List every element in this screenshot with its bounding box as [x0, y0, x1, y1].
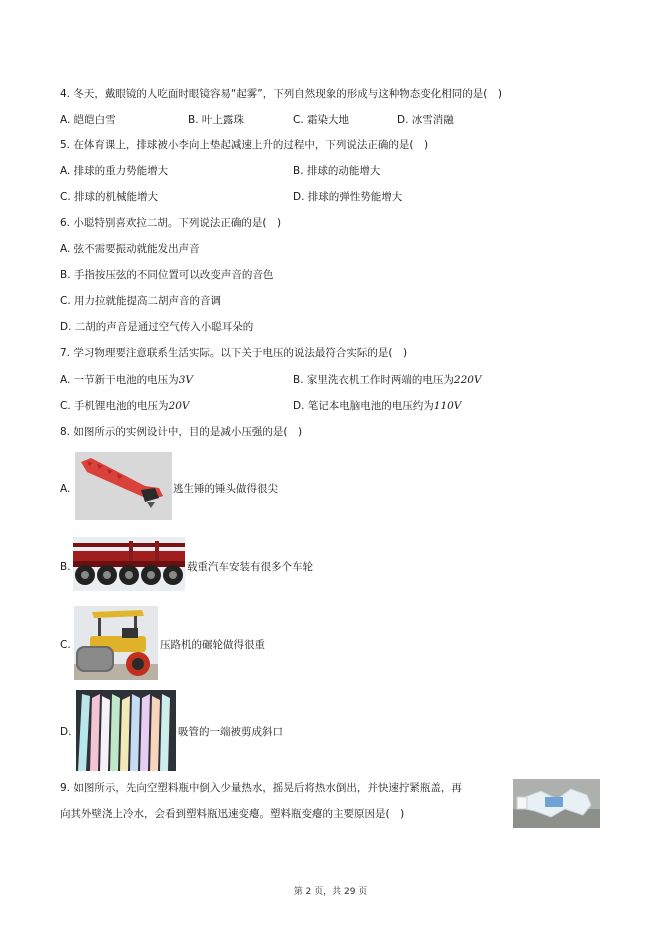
- q5-option-a: A. 排球的重力势能增大: [60, 165, 169, 177]
- q7-option-b-text: B. 家里洗衣机工作时两端的电压为: [293, 374, 454, 386]
- q4-option-b: B. 叶上露珠: [188, 114, 244, 126]
- q6-option-c: C. 用力拉就能提高二胡声音的音调: [60, 295, 222, 307]
- straws-image: [76, 690, 176, 771]
- q8-option-d-letter: D.: [60, 726, 72, 738]
- q6-option-b: B. 手指按压弦的不同位置可以改变声音的音色: [60, 269, 274, 281]
- plastic-bottle-image: [513, 779, 600, 828]
- q7-option-c-value: 20V: [168, 400, 190, 412]
- q8-stem: 8. 如图所示的实例设计中，目的是减小压强的是( ): [60, 426, 303, 438]
- q7-stem: 7. 学习物理要注意联系生活实际。以下关于电压的说法最符合实际的是( ): [60, 347, 408, 359]
- q7-option-a-text: A. 一节新干电池的电压为: [60, 374, 179, 386]
- q4-option-c: C. 霜染大地: [293, 114, 350, 126]
- q5-stem: 5. 在体育课上，排球被小李向上垫起减速上升的过程中，下列说法正确的是( ): [60, 139, 429, 151]
- q7-option-b-value: 220V: [453, 374, 482, 386]
- q5-option-b: B. 排球的动能增大: [293, 165, 381, 177]
- q7-option-d: [293, 399, 461, 413]
- q5-option-c: C. 排球的机械能增大: [60, 191, 159, 203]
- q8-option-b-letter: B.: [60, 561, 71, 573]
- q7-option-d-value: 110V: [433, 400, 462, 412]
- q7-option-c-text: C. 手机锂电池的电压为: [60, 400, 169, 412]
- q4-option-d: D. 冰雪消融: [397, 114, 454, 126]
- q9-stem-line1: 9. 如图所示，先向空塑料瓶中倒入少量热水，摇晃后将热水倒出，并快速拧紧瓶盖，再: [60, 782, 462, 794]
- q9-stem-line2: 向其外壁浇上冷水，会看到塑料瓶迅速变瘪。塑料瓶变瘪的主要原因是( ): [60, 808, 405, 820]
- q7-option-a-value: 3V: [178, 374, 193, 386]
- q8-option-a-caption: 逃生锤的锤头做得很尖: [173, 483, 278, 495]
- q6-option-d: D. 二胡的声音是通过空气传入小聪耳朵的: [60, 321, 254, 333]
- q4-option-a: A. 皑皑白雪: [60, 114, 116, 126]
- q4-stem: 4. 冬天，戴眼镜的人吃面时眼镜容易“起雾”，下列自然现象的形成与这种物态变化相同的是( ): [60, 88, 502, 100]
- heavy-truck-image: [73, 537, 185, 591]
- road-roller-image: [74, 606, 158, 680]
- q7-option-d-text: D. 笔记本电脑电池的电压约为: [293, 400, 434, 412]
- q7-option-a: [60, 373, 193, 387]
- q8-option-c-letter: C.: [60, 639, 71, 651]
- q8-option-b-caption: 载重汽车安装有很多个车轮: [187, 561, 313, 573]
- q8-option-d-caption: 吸管的一端被剪成斜口: [178, 726, 283, 738]
- q7-option-b: [293, 373, 482, 387]
- q7-option-c: [60, 399, 189, 413]
- q6-option-a: A. 弦不需要振动就能发出声音: [60, 243, 200, 255]
- q8-option-a-letter: A.: [60, 483, 71, 495]
- q8-option-c-caption: 压路机的碾轮做得很重: [160, 639, 265, 651]
- escape-hammer-image: [75, 452, 172, 520]
- q6-stem: 6. 小聪特别喜欢拉二胡。下列说法正确的是( ): [60, 217, 282, 229]
- q5-option-d: D. 排球的弹性势能增大: [293, 191, 403, 203]
- page-number: 第 2 页，共 29 页: [293, 887, 368, 897]
